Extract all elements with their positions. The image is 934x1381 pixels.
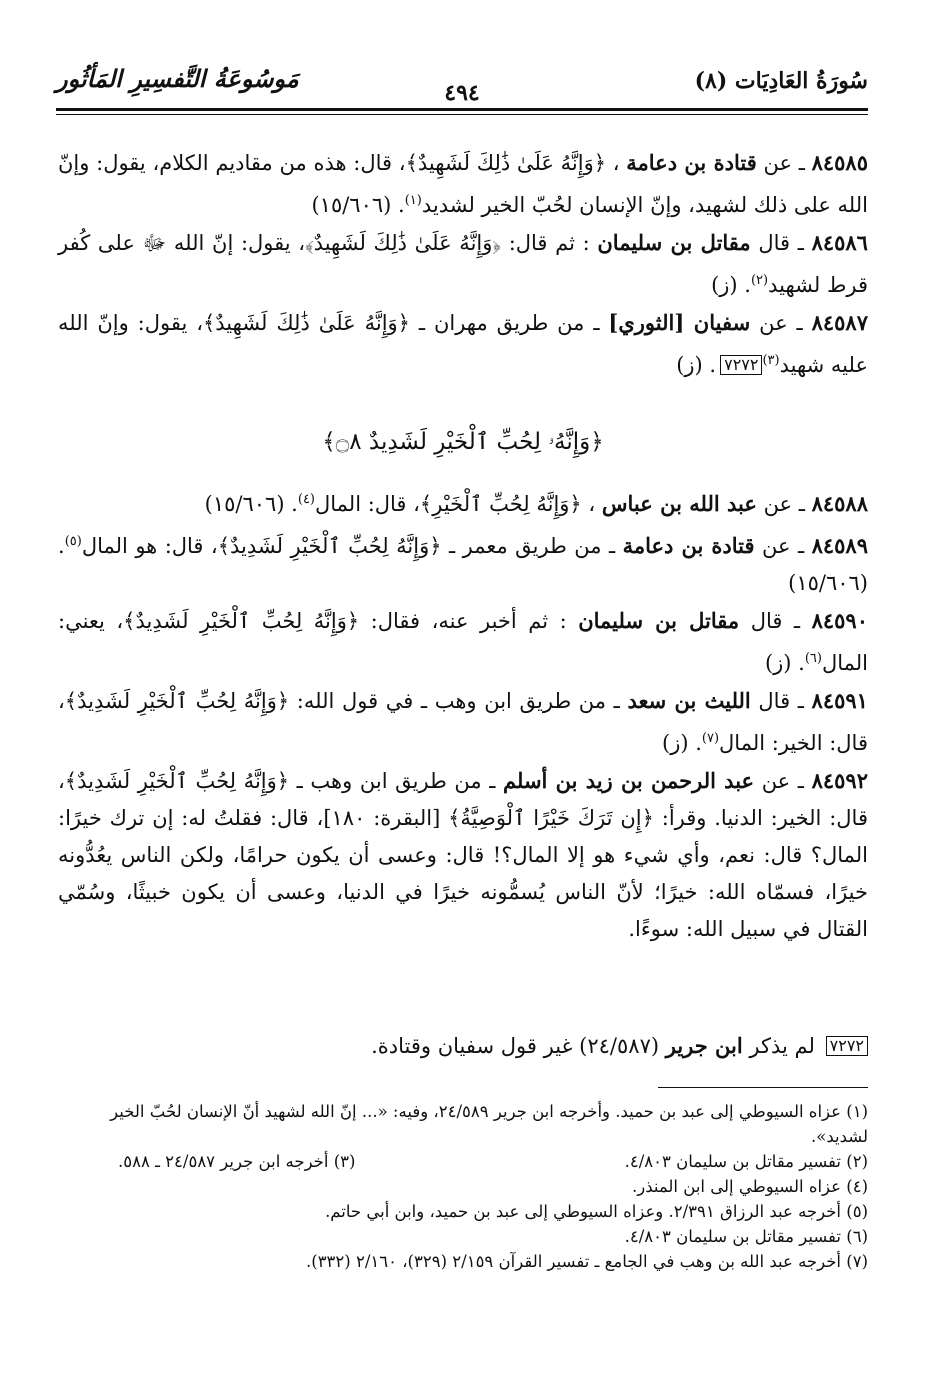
entry-text: ، ﴿وَإِنَّهُ عَلَىٰ ذَٰلِكَ لَشَهِيدٌ﴾، قال: هذه من مقاديم الكلام، يقول: وإنّ الله على ذلك لشهيد، وإنّ الإنسان لحُبّ الخير لشديد (58, 151, 868, 217)
narrator-name: عبد الرحمن بن زيد بن أسلم (503, 768, 755, 793)
entry-lead: ـ عن (763, 492, 805, 516)
entry-number: ٨٤٥٨٥ (811, 150, 868, 175)
entry (58, 144, 868, 224)
footnote-row (58, 1149, 868, 1174)
entry-lead: ـ قال (750, 609, 801, 633)
narrator-name: قتادة بن دعامة (626, 150, 757, 175)
verse-heading: ﴿وَإِنَّهُۥ لِحُبِّ ٱلْخَيْرِ لَشَدِيدٌ ۝٨﴾ (322, 429, 604, 455)
entries-before-verse (58, 144, 868, 384)
footnote-marker: (٦) (804, 651, 822, 666)
footnote-marker: (١) (404, 193, 422, 208)
entry (58, 304, 868, 384)
running-header (56, 62, 868, 114)
entry-lead: ـ قال (758, 231, 804, 255)
entry-text: : ثم قال: ﴿وَإِنَّهُ عَلَىٰ ذَٰلِكَ لَشَهِيدٌ﴾، يقول: إنّ الله ﷻ على كُفر قرط لشهيد (58, 231, 868, 297)
footnotes (58, 1099, 868, 1274)
header-rule-thin (56, 114, 868, 115)
entry-lead: ـ عن (763, 151, 805, 175)
entry-tail: . (ز) (662, 731, 702, 755)
entry-tail: . (ز) (676, 353, 717, 377)
entries-after-verse (58, 481, 868, 948)
narrator-name: عبد الله بن عباس (601, 491, 757, 516)
entry-tail: . (١٥/٦٠٦) (58, 534, 868, 595)
editor-note (58, 1030, 868, 1062)
entry-text: ، ﴿وَإِنَّهُ لِحُبِّ ٱلْخَيْرِ﴾، قال: المال (315, 492, 596, 516)
entry-number: ٨٤٥٩٢ (811, 768, 868, 793)
entry-lead: ـ قال (758, 689, 804, 713)
entry-tail: . (ز) (764, 651, 805, 675)
narrator-name: مقاتل بن سليمان (597, 230, 751, 255)
entry-text: ـ من طريق ابن وهب ـ في قول الله: ﴿وَإِنَّهُ لِحُبِّ ٱلْخَيْرِ لَشَدِيدٌ﴾، قال: الخير: المال (58, 689, 868, 755)
footnote-marker: (٤) (297, 492, 315, 507)
narrator-name: الليث بن سعد (627, 688, 751, 713)
entry-text: ـ من طريق مهران ـ ﴿وَإِنَّهُ عَلَىٰ ذَٰلِكَ لَشَهِيدٌ﴾، يقول: وإنّ الله عليه شهيد (58, 311, 868, 377)
entry-text: : ثم أخبر عنه، فقال: ﴿وَإِنَّهُ لِحُبِّ ٱلْخَيْرِ لَشَدِيدٌ﴾، يعني: المال (58, 609, 868, 675)
footnote-marker: (٥) (64, 534, 82, 549)
narrator-name: سفيان [الثوري] (608, 310, 751, 335)
footnote-6: (٦) تفسير مقاتل بن سليمان ٤/٨٠٣. (624, 1227, 868, 1246)
note-pre: لم يذكر (749, 1034, 815, 1058)
surah-title: سُورَةُ العَادِيَات (٨) (694, 68, 868, 94)
footnote-1: (١) عزاه السيوطي إلى عبد بن حميد. وأخرجه ابن جرير ٢٤/٥٨٩، وفيه: «... إنّ الله لشهيد أنّ الإنسان لحُبّ الخير لشديد». (110, 1102, 868, 1146)
entry (58, 602, 868, 682)
header-rule-thick (56, 108, 868, 111)
entry-text: ـ من طريق معمر ـ ﴿وَإِنَّهُ لِحُبِّ ٱلْخَيْرِ لَشَدِيدٌ﴾، قال: هو المال (81, 534, 616, 558)
footnote-4: (٤) عزاه السيوطي إلى ابن المنذر. (632, 1177, 868, 1196)
entry-number: ٨٤٥٨٨ (811, 491, 868, 516)
footnote-7: (٧) أخرجه عبد الله بن وهب في الجامع ـ تفسير القرآن ٢/١٥٩ (٣٢٩)، ٢/١٦٠ (٣٣٢). (306, 1252, 868, 1271)
footnote-separator (658, 1087, 868, 1088)
footnote-2: (٢) تفسير مقاتل بن سليمان ٤/٨٠٣. (624, 1152, 868, 1171)
entry-number: ٨٤٥٨٩ (811, 533, 868, 558)
entry-tail: . (١٥/٦٠٦) (204, 492, 298, 516)
page-number: ٤٩٤ (444, 80, 480, 106)
main-text (58, 144, 868, 948)
entry (58, 481, 868, 523)
entry (58, 523, 868, 602)
entry-lead: ـ عن (762, 534, 805, 558)
narrator-name: مقاتل بن سليمان (578, 608, 740, 633)
footnote-marker: (٣) (762, 353, 780, 368)
entry-number: ٨٤٥٨٦ (811, 230, 868, 255)
entry-text: ـ من طريق ابن وهب ـ ﴿وَإِنَّهُ لِحُبِّ ٱلْخَيْرِ لَشَدِيدٌ﴾، قال: الخير: الدنيا. وقرأ: ﴿إِن تَرَكَ خَيْرًا ٱلْوَصِيَّةُ﴾ [البقرة: ١٨٠]، قال: فقلتُ له: إن ترك خيرًا: المال؟ قال: نعم، وأي شيء هو إلا المال؟! قال: وعسى أن يكون حرامًا، ولكن الناس يعُدُّونه خيرًا، فسمّاه الله: خيرًا؛ لأنّ الناس يُسمُّونه خيرًا في الدنيا، وعسى أن يكون خبيثًا، وسُمّي القتال في سبيل الله: سوءًا. (58, 769, 868, 941)
entry-number: ٨٤٥٩١ (811, 688, 868, 713)
note-bold: ابن جرير (665, 1033, 743, 1058)
note-post: (٢٤/٥٨٧) غير قول سفيان وقتادة. (371, 1034, 660, 1058)
narrator-name: قتادة بن دعامة (622, 533, 755, 558)
footnote-5: (٥) أخرجه عبد الرزاق ٢/٣٩١. وعزاه السيوطي إلى عبد بن حميد، وابن أبي حاتم. (325, 1202, 868, 1221)
entry-lead: ـ عن (759, 311, 803, 335)
book-title: مَوسُوعَةُ التَّفسِيرِ المَأثُور (56, 64, 299, 93)
entry (58, 682, 868, 762)
entry (58, 762, 868, 948)
entry (58, 224, 868, 304)
entry-tail: . (١٥/٦٠٦) (311, 193, 405, 217)
entry-number: ٨٤٥٩٠ (811, 608, 868, 633)
entry-lead: ـ عن (761, 769, 804, 793)
footnote-marker: (٢) (750, 273, 769, 288)
footnote-3: (٣) أخرجه ابن جرير ٢٤/٥٨٧ ـ ٥٨٨. (118, 1152, 356, 1171)
cross-ref-box: ٧٢٧٢ (720, 355, 762, 375)
note-ref-box: ٧٢٧٢ (826, 1036, 868, 1056)
entry-number: ٨٤٥٨٧ (811, 310, 868, 335)
entry-tail: . (ز) (711, 273, 751, 297)
footnote-marker: (٧) (701, 731, 720, 746)
